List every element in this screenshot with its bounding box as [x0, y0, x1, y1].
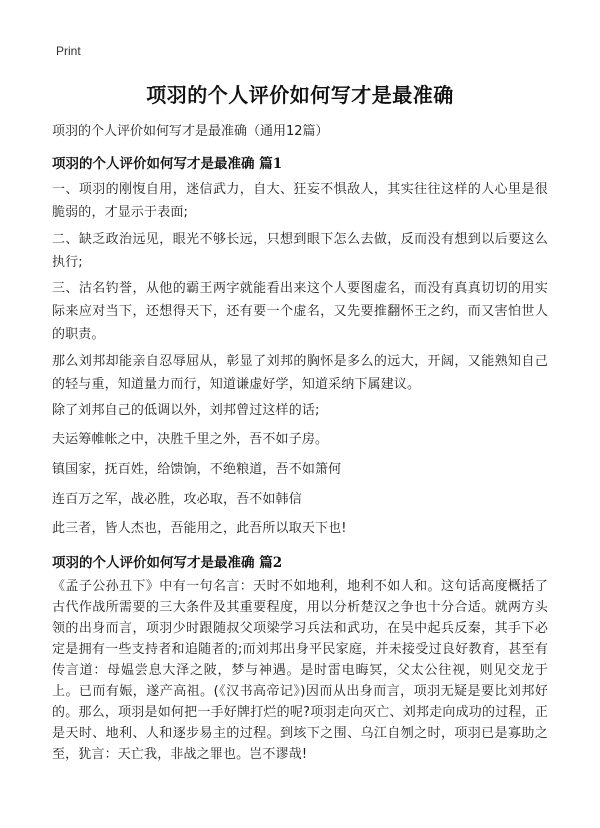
- paragraph: 除了刘邦自己的低调以外，刘邦曾过这样的话;: [52, 403, 320, 418]
- paragraph: 夫运筹帷帐之中，决胜千里之外，吾不如子房。: [52, 432, 329, 447]
- paragraph: 《孟子公孙丑下》中有一句名言：天时不如地利，地利不如人和。这句话高度概括了古代作战所需要的三大条件及其重要程度，用以分析楚汉之争也十分合适。就两方头领的出身而言，项羽少时跟随叔父项梁学习兵法和武功，在吴中起兵反秦，其手下必定是拥有一些支持者和追随者的;而刘邦出身平民家庭，并未接受过良好教育，甚至有传言道：母媪尝息大泽之陂，梦与神遇。是时雷电晦冥，父太公往视，则见交龙于上。已而有娠，遂产高祖。(《汉书高帝记》)因而从出身而言，项羽无疑是要比刘邦好的。那么，项羽是如何把一手好牌打烂的呢?项羽走向灭亡、刘邦走向成功的过程，正是天时、地利、人和逐步易主的过程。到垓下之围、乌江自刎之时，项羽已是寡助之至，犹言：天亡我，非战之罪也。岂不谬哉!: [52, 579, 548, 762]
- document-title: 项羽的个人评价如何写才是最准确: [146, 83, 454, 107]
- paragraph: 连百万之军，战必胜，攻必取，吾不如韩信: [52, 492, 302, 507]
- paragraph: 二、缺乏政治远见，眼光不够长远，只想到眼下怎么去做，反而没有想到以后要这么执行;: [52, 232, 548, 270]
- print-link[interactable]: Print: [56, 44, 81, 58]
- paragraph: 此三者，皆人杰也，吾能用之，此吾所以取天下也!: [52, 521, 347, 536]
- paragraph: 镇国家，抚百姓，给馈饷，不绝粮道，吾不如箫何: [52, 462, 342, 477]
- paragraph: 一、项羽的刚愎自用，迷信武力，自大、狂妄不惧敌人，其实往往这样的人心里是很脆弱的，才显示于表面;: [52, 182, 548, 220]
- paragraph: 那么刘邦却能亲自忍辱屈从，彰显了刘邦的胸怀是多么的远大，开阔，又能熟知自己的轻与重，知道量力而行，知道谦虚好学，知道采纳下属建议。: [52, 354, 548, 392]
- document-subtitle: 项羽的个人评价如何写才是最准确（通用12篇）: [52, 124, 329, 139]
- paragraph: 三、沽名钓誉，从他的霸王两字就能看出来这个人要图虚名，而没有真真切切的用实际来应对当下，还想得天下，还有要一个虚名，又先要推翻怀王之约，而又害怕世人的职责。: [52, 281, 548, 342]
- section-heading-1: 项羽的个人评价如何写才是最准确 篇1: [52, 156, 283, 172]
- section-heading-2: 项羽的个人评价如何写才是最准确 篇2: [52, 555, 283, 571]
